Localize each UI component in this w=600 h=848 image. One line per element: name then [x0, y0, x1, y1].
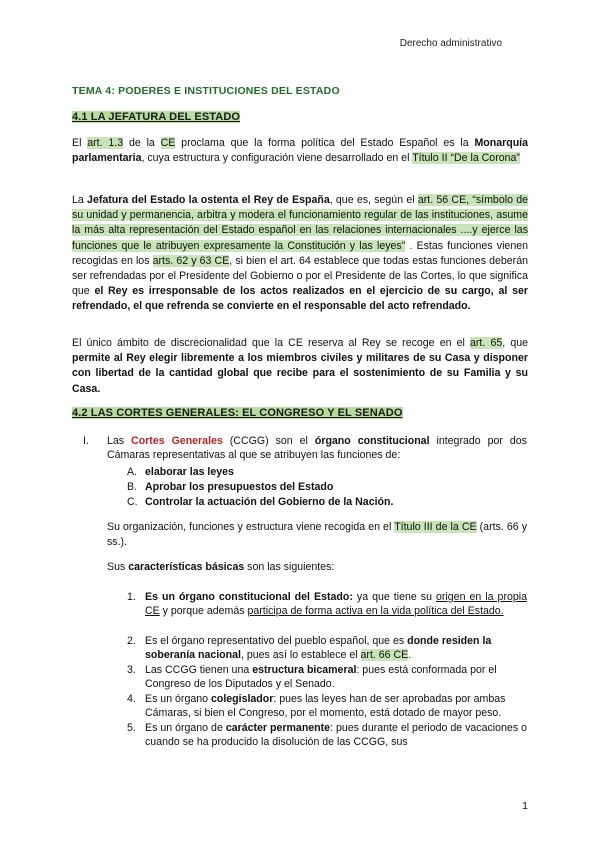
- roman-numeral: I.: [83, 435, 89, 447]
- list-item: B. Aprobar los presupuestos del Estado: [127, 481, 334, 493]
- list-item: 2. Es el órgano representativo del pueblo español, que es donde residen la soberanía nacional, pues así lo establece el art. 66 CE.: [127, 635, 492, 662]
- tema-title: TEMA 4: PODERES E INSTITUCIONES DEL ESTADO: [72, 85, 340, 97]
- list-item: 1. Es un órgano constitucional del Estado: ya que tiene su origen en la propia CE y porque además participa de forma activa en la vida política del Estado.: [127, 591, 528, 618]
- list-item: 3. Las CCGG tienen una estructura bicameral: pues está conformada por el Congreso de los Diputados y el Senado.: [127, 664, 497, 691]
- paragraph-monarquia: El art. 1.3 de la CE proclama que la forma política del Estado Español es la Monarquía parlamentaria, cuya estructura y configuración viene desarrollado en el Título II “De la Corona”: [72, 137, 528, 165]
- paragraph-cortes-intro: Las Cortes Generales (CCGG) son el órgano constitucional integrado por dos Cámaras representativas al que se atribuyen las funciones de:: [107, 435, 527, 462]
- running-header: Derecho administrativo: [399, 38, 502, 49]
- list-item: A. elaborar las leyes: [127, 466, 234, 478]
- paragraph-caracteristicas: Sus características básicas son las siguientes:: [107, 561, 335, 573]
- paragraph-jefatura: La Jefatura del Estado la ostenta el Rey de España, que es, según el art. 56 CE, “símbolo de su unidad y permanencia, arbitra y modera el funcionamiento regular de las instituciones, asume la más alta representación del Estado español en las relaciones internacionales ....y ejerce las funciones que le atribuyen expresamente la Constitución y las leyes” . Estas funciones vienen recogidas en los arts. 62 y 63 CE, si bien el art. 64 establece que todas estas funciones deberán ser refrendadas por el Presidente del Gobierno o por el Presidente de las Cortes, lo que significa que el Rey es irresponsable de los actos realizados en el ejercicio de su cargo, al ser refrendado, el que refrenda se convierte en el responsable del acto refrendado.: [72, 194, 528, 313]
- paragraph-discrecionalidad: El único ámbito de discrecionalidad que la CE reserva al Rey se recoge en el art. 65, que permite al Rey elegir libremente a los miembros civiles y militares de su Casa y disponer con libertad de la cantidad global que recibe para el sostenimiento de su Familia y su Casa.: [72, 337, 528, 395]
- page-number: 1: [522, 800, 528, 812]
- section-heading-4-2: 4.2 LAS CORTES GENERALES: EL CONGRESO Y EL SENADO: [72, 407, 403, 419]
- list-item: 5. Es un órgano de carácter permanente: pues durante el periodo de vacaciones o cuando se ha producido la disolución de las CCGG, sus: [127, 722, 527, 749]
- list-item: C. Controlar la actuación del Gobierno de la Nación.: [127, 496, 394, 508]
- paragraph-organizacion: Su organización, funciones y estructura viene recogida en el Título III de la CE (arts. 66 y ss.).: [107, 521, 528, 548]
- list-item: 4. Es un órgano colegislador: pues las leyes han de ser aprobadas por ambas Cámaras, si bien el Congreso, por el momento, está dotado de mayor peso.: [127, 693, 506, 720]
- section-heading-4-1: 4.1 LA JEFATURA DEL ESTADO: [72, 111, 241, 123]
